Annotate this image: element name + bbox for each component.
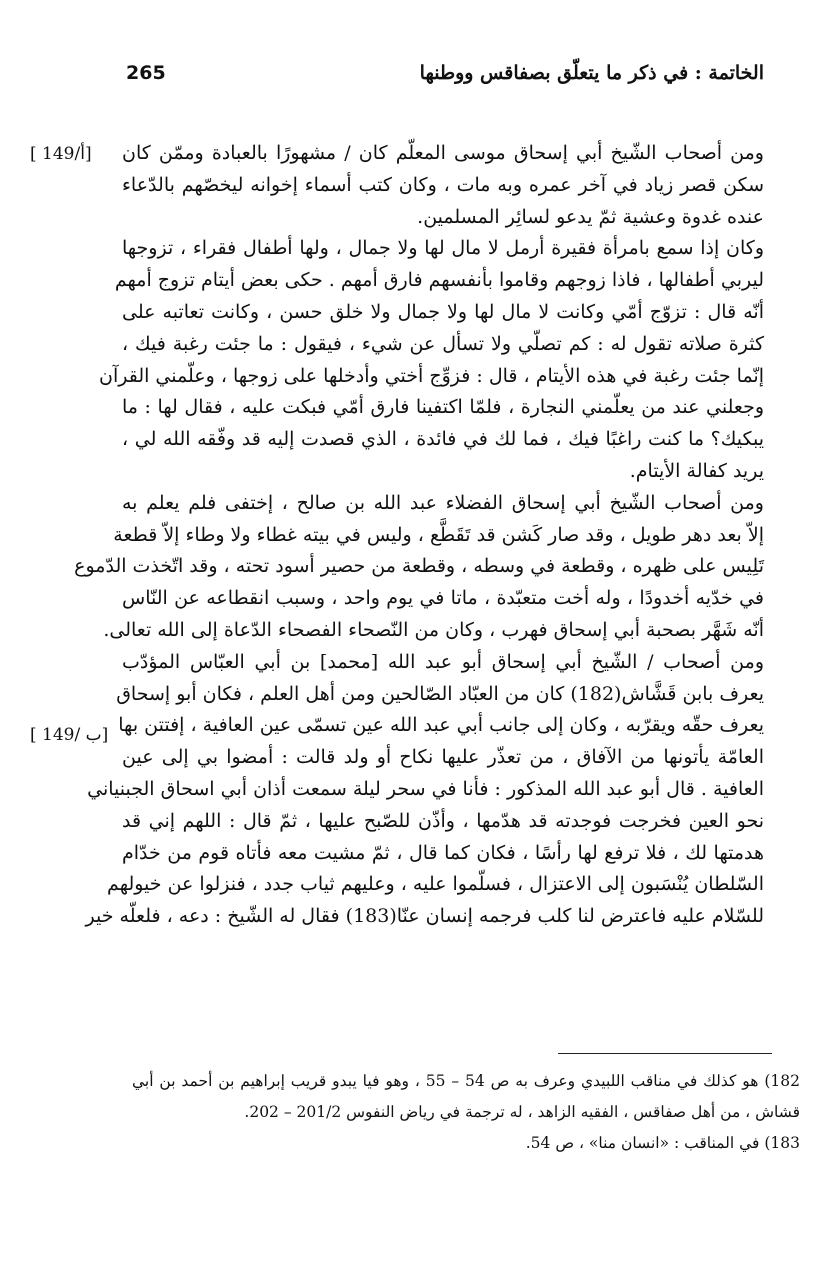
footnote-line: 183) في المناقب : «انسان منا» ، ص 54. [525,1134,800,1152]
footnote-line: 182) هو كذلك في مناقب اللبيدي وعرف به ص 54 – 55 ، وهو فيا يبدو قريب إبراهيم بن أحمد بن أبي [132,1072,800,1090]
text-line: وكان إذا سمع بامرأة فقيرة أرمل لا مال لها ولا جمال ، ولها أطفال فقراء ، تزوجها [122,237,764,260]
margin-folio-note: [ 149/ ب] [30,725,109,745]
text-line: يعرف بابن قَشَّاش(182) كان من العبّاد الصّالحين ومن أهل العلم ، فكان أبو إسحاق [116,682,764,705]
text-line: إلاّ بعد دهر طويل ، وقد صار كَشن قد تَقَطَّع ، وليس في بيته غطاء ولا وطاء إلاّ قطعة [113,523,764,546]
text-line: يبكيك؟ ما كنت راغبًا فيك ، فما لك في فائدة ، الذي قصدت إليه قد وفّقه الله لي ، [122,428,764,451]
text-line: أنّه شَهَّر بصحبة أبي إسحاق فهرب ، وكان من النّصحاء الفصحاء الدّعاة إلى الله تعالى. [103,618,764,641]
text-line: ومن أصحاب / الشّيخ أبي إسحاق أبو عبد الله [محمد] بن أبي العبّاس المؤدّب [122,650,764,673]
text-line: في خدّيه أخدودًا ، وله أخت متعبّدة ، ماتا في يوم واحد ، وسبب انقطاعه عن النّاس [122,587,764,610]
text-line: تَلِيس على ظهره ، وقطعة في وسطه ، وقطعة من حصير أسود تحته ، وقد اتّخذت الدّموع [74,555,764,578]
footnotes [132,1066,800,1159]
margin-folio-note: [ 149/أ] [30,144,92,164]
text-line: العافية . قال أبو عبد الله المذكور : فأنا في سحر ليلة سمعت أذان أبي اسحاق الجبنياني [87,777,764,800]
page-number: 265 [126,62,166,84]
text-line: هدمتها لك ، فلا ترفع لها رأسًا ، فكان كما قال ، ثمّ مشيت معه فأتاه قوم من خدّام [122,841,764,864]
text-line: عنده غدوة وعشية ثمّ يدعو لسائِر المسلمين. [417,205,764,228]
text-line: وجعلني عند من يعلّمني النجارة ، فلمّا اكتفينا فارق أمّي فبكت عليه ، فقال لها : ما [122,396,764,419]
text-line: كثرة صلاته تقول له : كم تصلّي ولا تسأل عن شيء ، فيقول : ما جئت رغبة فيك ، [122,332,764,355]
footnote-line: قشاش ، من أهل صفاقس ، الفقيه الزاهد ، له ترجمة في رياض النفوس 201/2 – 202. [244,1103,800,1121]
body-text [74,138,764,933]
text-line: ليربي أطفالها ، فاذا زوجهم وقاموا بأنفسهم فارق أمهم . حكى بعض أيتام تزوج أمهم [114,269,764,292]
text-line: نحو العين فخرجت فوجدته قد هدّمها ، وأذّن للصّبح عليها ، ثمّ قال : اللهم إني قد [122,809,764,832]
text-line: ومن أصحاب الشّيخ أبي إسحاق موسى المعلّم كان / مشهورًا بالعبادة وممّن كان [122,142,764,164]
text-line: إنّما جئت رغبة في هذه الأيتام ، قال : فزوِّج أختي وأدخلها على زوجها ، وعلّمني القرآن [99,364,764,387]
text-line: للسّلام عليه فاعترض لنا كلب فرجمه إنسان عنّا(183) فقال له الشّيخ : دعه ، فلعلّه خير [85,905,764,928]
footnote-divider [558,1053,772,1054]
text-line: ومن أصحاب الشّيخ أبي إسحاق الفضلاء عبد الله بن صالح ، إختفى فلم يعلم به [122,491,764,514]
running-head: الخاتمة : في ذكر ما يتعلّق بصفاقس ووطنها [419,62,764,84]
text-line: أنّه قال : تزوّج أمّي وكانت لا مال لها ولا جمال ولا خلق حسن ، وكانت تعاتبه على [122,300,764,323]
text-line: يريد كفالة الأيتام. [629,459,764,482]
text-line: العامّة يأتونها من الآفاق ، من تعذّر عليها نكاح أو ولد قالت : أمضوا بي إلى عين [122,746,764,769]
text-line: السّلطان يُنْسَبون إلى الاعتزال ، فسلّموا عليه ، وعليهم ثياب جدد ، فنزلوا عن خيولهم [107,873,764,896]
text-line: سكن قصر زياد في آخر عمره وبه مات ، وكان كتب أسماء إخوانه ليخصّهم بالدّعاء [122,173,764,196]
text-line: يعرف حقّه ويقرّبه ، وكان إلى جانب أبي عبد الله عين تسمّى عين العافية ، إفتتن بها [118,714,764,737]
